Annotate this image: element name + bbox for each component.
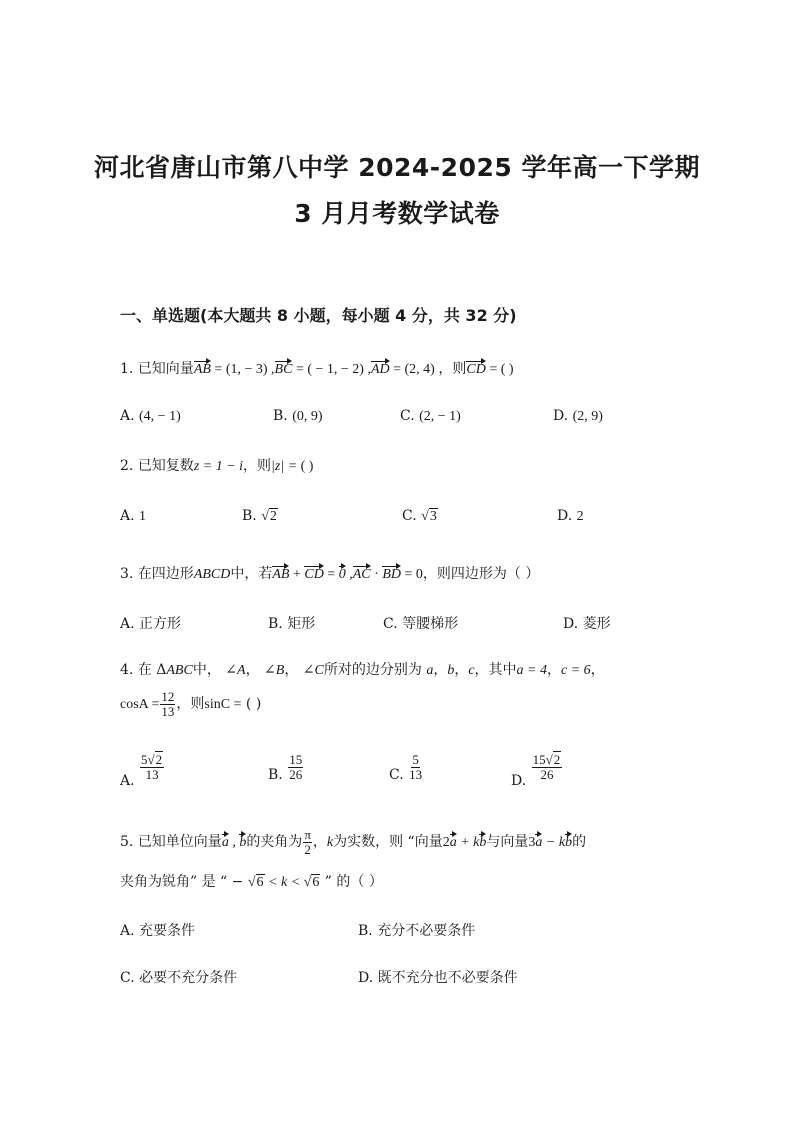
question-5-option-a: A. 充要条件 [120, 923, 196, 939]
vector-ab: AB [194, 359, 211, 378]
vector-b: b [239, 832, 246, 851]
paper-title-line2: 3 月月考数学试卷 [294, 199, 500, 228]
math-expr: = ( − 1, − 2) , [292, 362, 371, 377]
vector-cd: CD [466, 359, 485, 378]
question-number: 1. [120, 361, 134, 377]
vector-bd: BD [382, 564, 401, 583]
vector-bc: BC [275, 359, 293, 378]
question-2-option-a: A. 1 [120, 508, 147, 524]
question-1-option-a: A. (4, − 1) [120, 408, 181, 424]
answer-bracket: = ( ) [485, 362, 514, 377]
question-number: 5. [120, 834, 134, 851]
question-2-option-c: C. √3 [402, 508, 437, 524]
vector-ab: AB [272, 564, 289, 583]
question-5-option-d: D. 既不充分也不必要条件 [358, 970, 518, 986]
vector-ac: AC [353, 564, 371, 583]
question-number: 4. [120, 662, 134, 678]
question-number: 2. [120, 458, 134, 474]
question-2-stem [120, 455, 313, 475]
question-text: ，则 [243, 458, 272, 474]
paper-title-line1: 河北省唐山市第八中学 2024-2025 学年高一下学期 [94, 153, 700, 182]
answer-bracket: 则四边形为（ ） [436, 566, 540, 582]
question-4-stem-line2: cosA = $\frac{12}{13}$ ，则sinC = ( ) [120, 689, 262, 719]
zero-vector: 0 [339, 564, 346, 583]
question-1-option-b: B. (0, 9) [273, 408, 323, 424]
answer-bracket: ( ) [297, 459, 314, 474]
answer-bracket: ( ) [241, 696, 262, 713]
question-3-option-c: C. 等腰梯形 [383, 616, 459, 632]
question-3-stem: 3. 在四边形ABCD中，若AB + CD = 0 ,AC · BD = 0，则四边形为（ ） [120, 566, 540, 582]
question-5-option-c: C. 必要不充分条件 [120, 970, 238, 986]
question-1-option-d: D. (2, 9) [553, 408, 603, 424]
question-2-option-b: B. √2 [242, 508, 277, 524]
question-4-option-b: B. $\frac{15}{26}$ [268, 752, 303, 784]
question-5-stem-line2: 夹角为锐角” 是 “ − √6 < k < √6 ” 的（ ） [120, 874, 383, 890]
math-expr: = (2, 4) ，则 [389, 362, 467, 377]
vector-a: a [222, 832, 229, 851]
question-1-stem [120, 358, 514, 378]
question-3-option-a: A. 正方形 [120, 616, 182, 632]
question-2-option-d: D. 2 [557, 508, 584, 524]
math-expr: = (1, − 3) , [210, 362, 275, 377]
question-5-option-b: B. 充分不必要条件 [358, 923, 476, 939]
question-text: 已知复数 [137, 458, 194, 474]
question-4-option-d: D. $\frac{15√2}{26}$ [511, 752, 561, 790]
vector-cd: CD [304, 564, 323, 583]
question-text: 已知向量 [137, 361, 194, 377]
question-5-stem-line1: 5. 已知单位向量a , b的夹角为 $\frac{\pi}{2}$ ，k为实数，则 “向量2a + kb与向量3a − kb的 [120, 827, 587, 857]
question-1-option-c: C. (2, − 1) [400, 408, 461, 424]
question-4-option-c: C. $\frac{5}{13}$ [389, 752, 423, 784]
math-expr: |z| = [271, 459, 298, 474]
question-3-option-b: B. 矩形 [268, 616, 316, 632]
question-4-option-a: A. $\frac{5√2}{13}$ [120, 752, 163, 790]
answer-bracket: ” 的（ ） [320, 874, 383, 890]
question-3-option-d: D. 菱形 [563, 616, 611, 632]
section-heading-single-choice: 一、单选题(本大题共 8 小题，每小题 4 分，共 32 分) [120, 306, 517, 325]
math-expr: z = 1 − i [193, 459, 244, 474]
vector-ad: AD [371, 359, 390, 378]
question-number: 3. [120, 566, 134, 582]
question-4-stem-line1: 4. 在 ΔABC中， ∠A， ∠B， ∠C所对的边分别为 a，b，c，其中a = 4，c = 6， [120, 662, 605, 678]
